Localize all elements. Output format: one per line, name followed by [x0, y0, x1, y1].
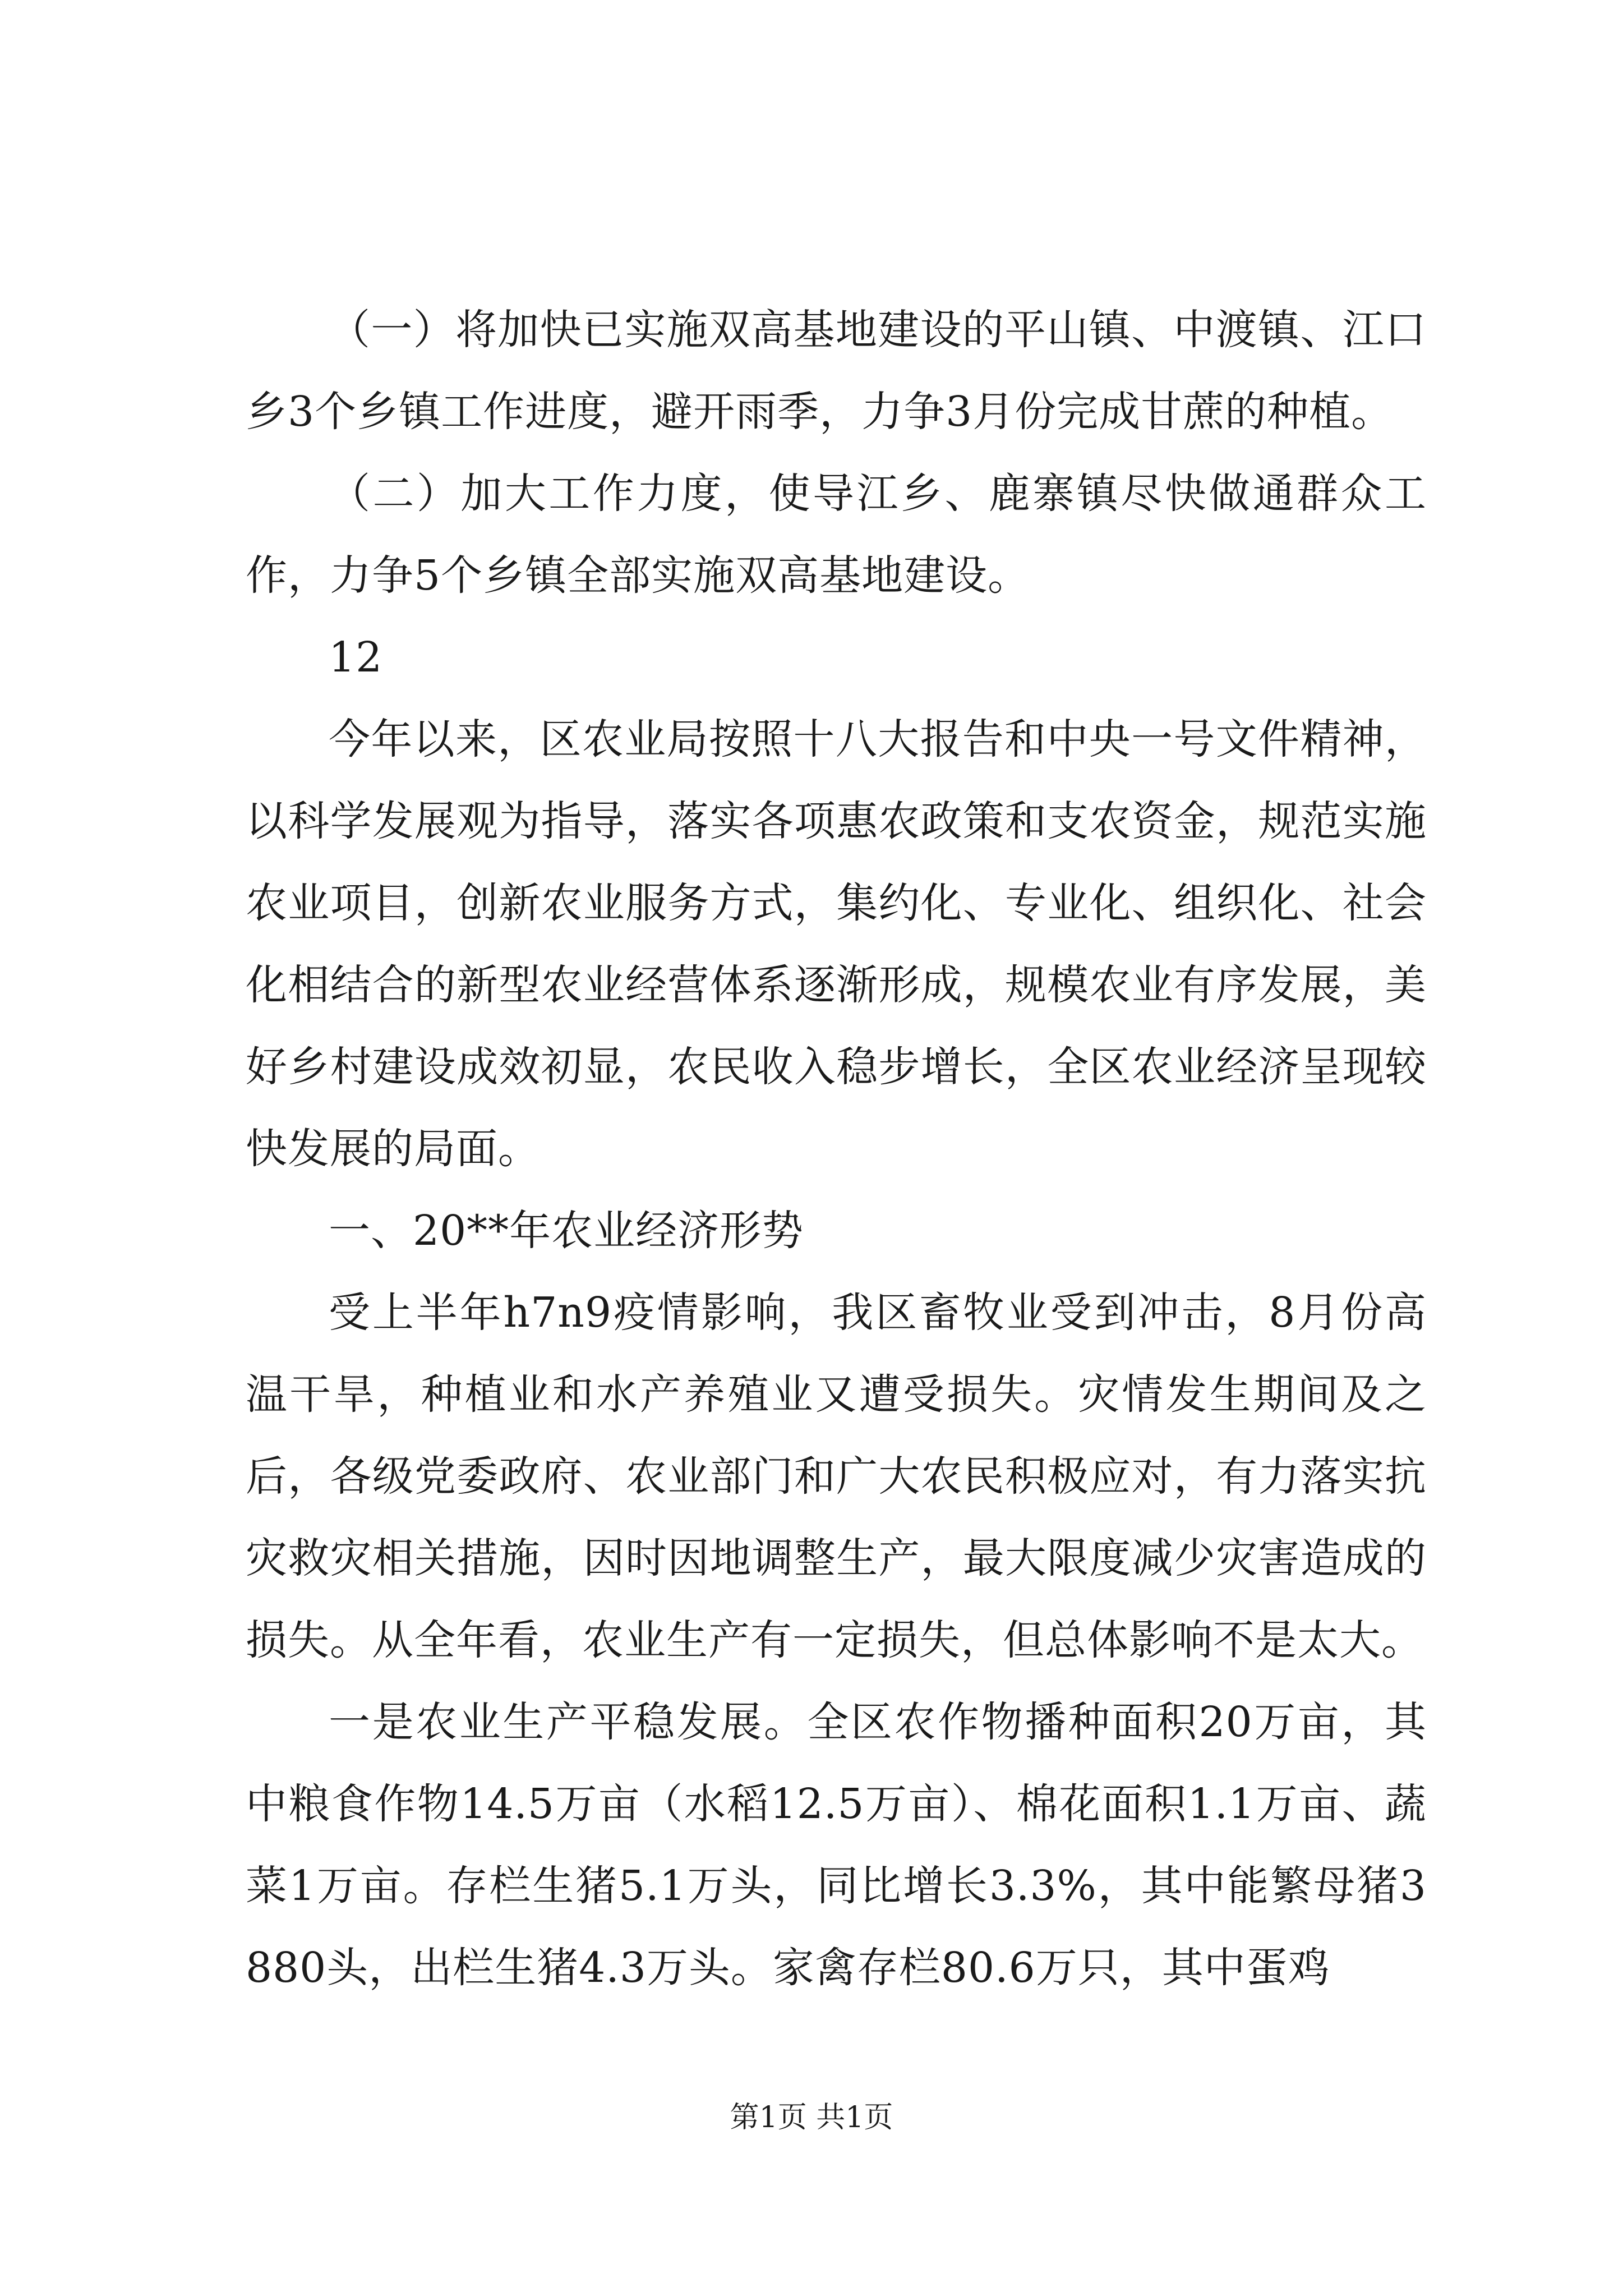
paragraph-number: 12	[329, 633, 383, 682]
paragraph-production: 一是农业生产平稳发展。全区农作物播种面积20万亩，其中粮食作物14.5万亩（水稻12.5万亩）、棉花面积1.1万亩、蔬菜1万亩。存栏生猪5.1万头，同比增长3.3%，其中能繁母猪3880头，出栏生猪4.3万头。家禽存栏80.6万只，其中蛋鸡	[246, 1698, 1427, 1992]
paragraph-item-2: （二）加大工作力度，使导江乡、鹿寨镇尽快做通群众工作，力争5个乡镇全部实施双高基地建设。	[246, 470, 1427, 600]
paragraph-intro: 今年以来，区农业局按照十八大报告和中央一号文件精神，以科学发展观为指导，落实各项惠农政策和支农资金，规范实施农业项目，创新农业服务方式，集约化、专业化、组织化、社会化相结合的新型农业经营体系逐渐形成，规模农业有序发展，美好乡村建设成效初显，农民收入稳步增长，全区农业经济呈现较快发展的局面。	[246, 715, 1427, 1173]
section-heading: 一、20**年农业经济形势	[329, 1207, 804, 1255]
paragraph-item-1: （一）将加快已实施双高基地建设的平山镇、中渡镇、江口乡3个乡镇工作进度，避开雨季，力争3月份完成甘蔗的种植。	[246, 306, 1427, 436]
page-footer: 第1页 共1页	[730, 2101, 893, 2134]
document-body	[246, 289, 1427, 2009]
paragraph-situation: 受上半年h7n9疫情影响，我区畜牧业受到冲击，8月份高温干旱，种植业和水产养殖业又遭受损失。灾情发生期间及之后，各级党委政府、农业部门和广大农民积极应对，有力落实抗灾救灾相关措施，因时因地调整生产，最大限度减少灾害造成的损失。从全年看，农业生产有一定损失，但总体影响不是太大。	[246, 1289, 1427, 1664]
